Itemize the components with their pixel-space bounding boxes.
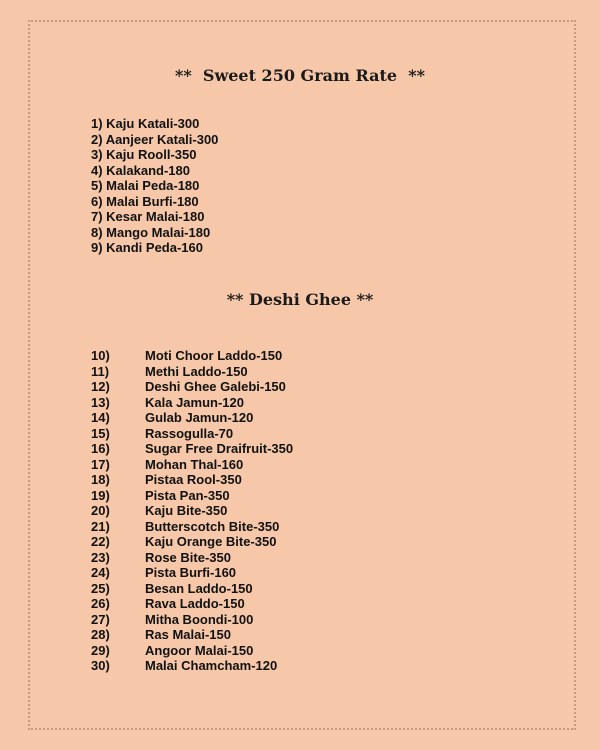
list-item: 3) Kaju Rooll-350 bbox=[91, 147, 197, 162]
item-number: 27) bbox=[91, 611, 110, 627]
item-number: 18) bbox=[91, 472, 110, 487]
item-name: Butterscotch Bite-350 bbox=[145, 518, 280, 534]
item-number: 25) bbox=[91, 580, 110, 596]
item-number: 22) bbox=[91, 534, 110, 549]
item-name: Pista Pan-350 bbox=[145, 487, 230, 503]
list-item bbox=[91, 658, 293, 674]
item-name: Mohan Thal-160 bbox=[145, 456, 244, 472]
list-item bbox=[91, 457, 293, 473]
sweet-list bbox=[91, 116, 218, 256]
list-item bbox=[91, 426, 293, 442]
item-number: 20) bbox=[91, 503, 110, 518]
list-item: 5) Malai Peda-180 bbox=[91, 178, 200, 193]
list-item bbox=[91, 348, 293, 364]
list-item bbox=[91, 565, 293, 581]
list-item bbox=[91, 410, 293, 426]
list-item: 2) Aanjeer Katali-300 bbox=[91, 131, 219, 147]
item-number: 21) bbox=[91, 518, 110, 534]
list-item: 9) Kandi Peda-160 bbox=[91, 240, 203, 255]
item-name: Mitha Boondi-100 bbox=[145, 611, 254, 627]
list-item: 1) Kaju Katali-300 bbox=[91, 116, 200, 131]
item-name: Methi Laddo-150 bbox=[145, 363, 248, 379]
sweet-rate-heading: ** Sweet 250 Gram Rate ** bbox=[175, 66, 425, 85]
list-item bbox=[91, 534, 293, 550]
list-item bbox=[91, 612, 293, 628]
list-item bbox=[91, 379, 293, 395]
list-item bbox=[91, 364, 293, 380]
item-name: Malai Chamcham-120 bbox=[145, 658, 278, 673]
deshi-ghee-list bbox=[91, 348, 293, 674]
list-item bbox=[91, 395, 293, 411]
item-name: Kala Jamun-120 bbox=[145, 394, 244, 410]
item-number: 19) bbox=[91, 487, 110, 503]
item-number: 15) bbox=[91, 425, 110, 441]
item-name: Ras Malai-150 bbox=[145, 627, 231, 642]
deshi-ghee-heading: ** Deshi Ghee ** bbox=[226, 290, 374, 309]
item-name: Pista Burfi-160 bbox=[145, 565, 237, 580]
item-name: Kaju Orange Bite-350 bbox=[145, 534, 277, 549]
list-item bbox=[91, 488, 293, 504]
item-number: 23) bbox=[91, 549, 110, 565]
item-number: 29) bbox=[91, 642, 110, 658]
item-number: 12) bbox=[91, 379, 110, 394]
list-item bbox=[91, 550, 293, 566]
list-item bbox=[91, 581, 293, 597]
item-name: Gulab Jamun-120 bbox=[145, 410, 254, 425]
item-number: 13) bbox=[91, 394, 110, 410]
item-name: Moti Choor Laddo-150 bbox=[145, 348, 283, 363]
item-name: Kaju Bite-350 bbox=[145, 503, 228, 518]
item-number: 17) bbox=[91, 456, 110, 472]
item-name: Pistaa Rool-350 bbox=[145, 472, 242, 487]
item-number: 30) bbox=[91, 658, 110, 673]
list-item bbox=[91, 596, 293, 612]
list-item bbox=[91, 472, 293, 488]
list-item: 6) Malai Burfi-180 bbox=[91, 193, 199, 209]
list-item bbox=[91, 503, 293, 519]
item-number: 26) bbox=[91, 596, 110, 611]
item-number: 10) bbox=[91, 348, 110, 363]
item-name: Sugar Free Draifruit-350 bbox=[145, 441, 294, 456]
item-name: Deshi Ghee Galebi-150 bbox=[145, 379, 286, 394]
list-item: 8) Mango Malai-180 bbox=[91, 224, 211, 240]
item-number: 28) bbox=[91, 627, 110, 642]
item-number: 14) bbox=[91, 410, 110, 425]
item-number: 11) bbox=[91, 363, 110, 379]
item-name: Angoor Malai-150 bbox=[145, 642, 254, 658]
list-item bbox=[91, 643, 293, 659]
list-item: 7) Kesar Malai-180 bbox=[91, 209, 205, 224]
item-name: Besan Laddo-150 bbox=[145, 580, 253, 596]
item-number: 24) bbox=[91, 565, 110, 580]
item-name: Rassogulla-70 bbox=[145, 425, 234, 441]
list-item bbox=[91, 627, 293, 643]
list-item bbox=[91, 441, 293, 457]
item-number: 16) bbox=[91, 441, 110, 456]
item-name: Rava Laddo-150 bbox=[145, 596, 245, 611]
list-item: 4) Kalakand-180 bbox=[91, 162, 190, 178]
item-name: Rose Bite-350 bbox=[145, 549, 231, 565]
list-item bbox=[91, 519, 293, 535]
